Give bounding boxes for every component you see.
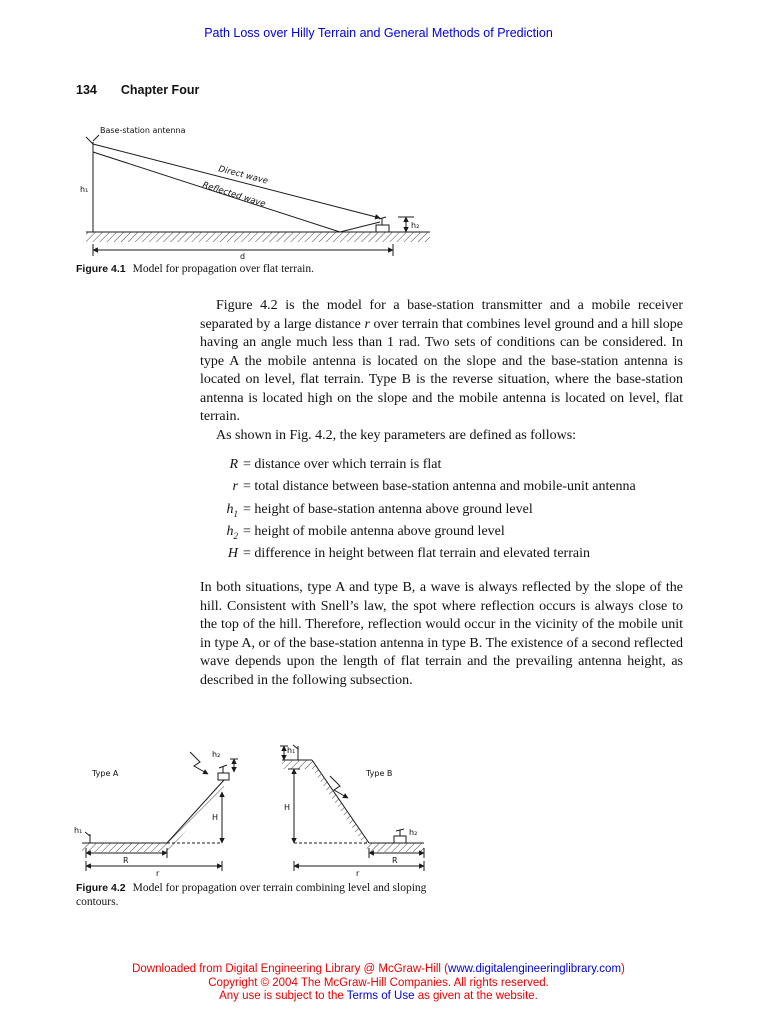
definition-text: = height of base-station antenna above ground level bbox=[243, 501, 533, 517]
type-a-mobile-unit bbox=[218, 759, 238, 780]
definition-term: h bbox=[226, 523, 234, 539]
definition-term: r bbox=[232, 479, 238, 495]
type-a-H-label: H bbox=[211, 813, 218, 822]
footer-copyright-text: Copyright © 2004 The McGraw-Hill Companies. All rights reserved. bbox=[208, 976, 549, 989]
figure-4-2-caption-label: Figure 4.2 bbox=[76, 882, 126, 894]
type-a-label: Type A bbox=[92, 769, 119, 778]
footer-terms-suffix: as given at the website. bbox=[414, 990, 538, 1002]
type-a-terrain bbox=[82, 780, 224, 852]
type-a-r-dimension bbox=[86, 861, 222, 871]
paragraph-2: As shown in Fig. 4.2, the key parameters are defined as follows: bbox=[216, 427, 577, 443]
page-number: 134 bbox=[76, 83, 97, 97]
figure-4-2-diagram bbox=[72, 740, 432, 885]
footer-link-terms-of-use[interactable]: Terms of Use bbox=[346, 990, 415, 1002]
definition-row-h1: $h_1$ = height of base-station antenna above ground level bbox=[212, 501, 683, 523]
base-station-antenna-label: Base-station antenna bbox=[100, 126, 186, 135]
footer-line-3 bbox=[0, 990, 757, 1004]
figure-4-1-caption-label: Figure 4.1 bbox=[76, 263, 126, 275]
type-a-R-label: R bbox=[123, 856, 129, 865]
type-b-h2-label: h₂ bbox=[409, 828, 418, 837]
type-a-wave-arrow bbox=[190, 752, 208, 774]
footer bbox=[0, 963, 757, 1004]
definition-text: = difference in height between flat terrain and elevated terrain bbox=[243, 546, 590, 562]
type-a-r-label: r bbox=[156, 869, 160, 878]
definition-text: = height of mobile antenna above ground level bbox=[243, 523, 505, 539]
footer-downloaded-text: Downloaded from Digital Engineering Library @ McGraw-Hill ( bbox=[132, 963, 449, 975]
type-a-h1-label: h₁ bbox=[74, 826, 83, 835]
d-label: d bbox=[240, 252, 246, 261]
type-b-label: Type B bbox=[366, 769, 393, 778]
h1-label: h₁ bbox=[80, 185, 89, 194]
figure-4-1-diagram bbox=[78, 122, 438, 262]
type-a-base-station bbox=[85, 832, 90, 843]
definition-text: = distance over which terrain is flat bbox=[243, 457, 442, 472]
definition-row-H bbox=[212, 545, 683, 567]
type-a-h2-label: h₂ bbox=[212, 750, 221, 759]
chapter-title: Chapter Four bbox=[120, 83, 200, 97]
figure-4-2-caption-text: Model for propagation over terrain combining level and sloping contours. bbox=[76, 882, 427, 908]
definition-text: = total distance between base-station antenna and mobile-unit antenna bbox=[243, 479, 636, 495]
definition-row-R bbox=[212, 456, 683, 478]
type-b-mobile-unit bbox=[394, 829, 406, 843]
figure-4-2-caption bbox=[76, 881, 428, 909]
paragraph-1: Figure 4.2 is the model for a base-station transmitter and a mobile receiver separated by a large distance r over terrain that combines level ground and a hill slope having an angle much less than 1 rad. Two sets of conditions can be considered. In type A the mobile antenna is located on the slope and the base-station antenna is located on level, flat terrain. Type B is the reverse situation, where the base-station antenna is located high on the slope and the mobile antenna is located on level, flat terrain. bbox=[200, 298, 683, 424]
footer-link-library-url[interactable]: www.digitalengineeringlibrary.com bbox=[448, 963, 622, 975]
type-b-R-label: R bbox=[392, 856, 398, 865]
type-b-H-label: H bbox=[283, 803, 290, 812]
definition-row-h2: $h_2$ = height of mobile antenna above ground level bbox=[212, 523, 683, 545]
footer-line-1: Downloaded from Digital Engineering Library @ McGraw-Hill (www.digitalengineeringlibrary.com) bbox=[132, 963, 625, 975]
direct-wave-ray bbox=[93, 144, 380, 218]
type-b-h1-label: h₁ bbox=[287, 746, 296, 755]
definition-term: R bbox=[229, 457, 238, 472]
variable-r: r bbox=[364, 316, 370, 332]
running-head-title: Path Loss over Hilly Terrain and General Methods of Prediction bbox=[204, 26, 553, 40]
base-station-mast bbox=[86, 135, 99, 232]
reflected-wave-label: Reflected wave bbox=[201, 180, 267, 210]
paragraph-3: In both situations, type A and type B, a wave is always reflected by the slope of the hill. Consistent with Snell’s law, the spot where reflection occurs is always close to the top of the hill. Therefore, reflection would occur in the vicinity of the mobile unit in type A, or of the base-station antenna in type B. The existence of a second reflected wave depends upon the length of flat terrain and the prevailing antenna height, as described in the following subsection. bbox=[200, 580, 683, 688]
body-text-column bbox=[200, 297, 683, 690]
h2-label: h₂ bbox=[411, 221, 420, 230]
type-b-r-label: r bbox=[356, 869, 360, 878]
mobile-unit bbox=[376, 217, 389, 232]
parameter-definitions bbox=[212, 456, 683, 567]
chapter-header bbox=[76, 83, 199, 97]
definition-term: H bbox=[227, 546, 238, 562]
figure-4-1-caption-text: Model for propagation over flat terrain. bbox=[132, 263, 314, 275]
figure-4-1-caption bbox=[76, 263, 314, 275]
definition-term: h bbox=[226, 501, 234, 517]
direct-wave-label: Direct wave bbox=[217, 164, 269, 187]
footer-terms-prefix: Any use is subject to the bbox=[219, 990, 347, 1002]
definition-row-r bbox=[212, 478, 683, 500]
flat-terrain-ground bbox=[86, 232, 430, 242]
